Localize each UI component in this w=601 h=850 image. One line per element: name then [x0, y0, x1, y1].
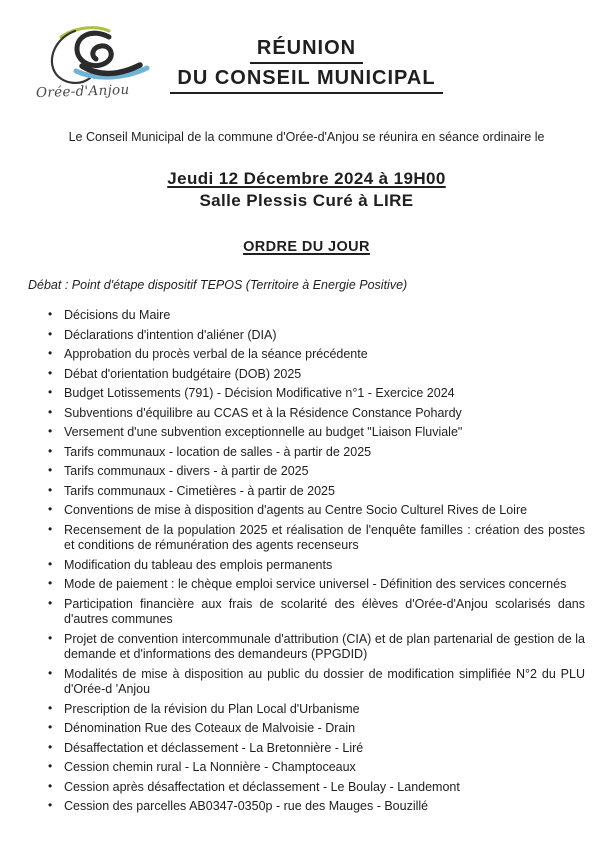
bullet-icon: • [48, 759, 53, 773]
bullet-icon: • [48, 665, 53, 680]
agenda-item-text: Subventions d'équilibre au CCAS et à la Résidence Constance Pohardy [64, 405, 462, 420]
bullet-icon: • [48, 720, 53, 734]
agenda-item-text: Désaffectation et déclassement - La Bretonnière - Liré [64, 740, 364, 755]
agenda-item [28, 780, 585, 796]
agenda-item [28, 347, 585, 363]
agenda-item [28, 577, 585, 593]
bullet-icon: • [48, 502, 53, 516]
agenda-item-text: Versement d'une subvention exceptionnelle au budget "Liaison Fluviale" [64, 425, 463, 439]
agenda-item [28, 702, 585, 718]
agenda-item-text: Déclarations d'intention d'aliéner (DIA) [64, 327, 277, 342]
agenda-item-text: Projet de convention intercommunale d'attribution (CIA) et de plan partenarial de gestion de la demande et d'informations des demandeurs (PPGDID) [64, 631, 585, 661]
bullet-icon: • [48, 630, 53, 645]
meeting-datetime: Jeudi 12 Décembre 2024 à 19H00 [167, 169, 446, 188]
agenda-item [28, 464, 585, 480]
agenda-item [28, 799, 585, 815]
agenda-item [28, 386, 585, 402]
bullet-icon: • [48, 739, 53, 754]
oree-anjou-swirl-icon [40, 24, 158, 86]
agenda-item [28, 503, 585, 519]
bullet-icon: • [48, 798, 53, 812]
agenda-item-text: Dénomination Rue des Coteaux de Malvoisie - Drain [64, 721, 356, 735]
agenda-heading-text: ORDRE DU JOUR [243, 239, 370, 255]
agenda-item-text: Cession chemin rural - La Nonnière - Champtoceaux [64, 760, 356, 774]
agenda-item-text: Tarifs communaux - Cimetières - à partir de 2025 [64, 483, 335, 498]
bullet-icon: • [48, 307, 53, 321]
agenda-item-text: Tarifs communaux - divers - à partir de 2025 [64, 464, 309, 478]
agenda-list [28, 308, 585, 815]
meeting-info [28, 168, 585, 212]
agenda-item-text: Cession des parcelles AB0347-0350p - rue des Mauges - Bouzillé [64, 799, 429, 813]
bullet-icon: • [48, 326, 53, 341]
agenda-item-text: Recensement de la population 2025 et réalisation de l'enquête familles : création des postes et conditions de rémunération des agents recenseurs [64, 522, 585, 552]
intro-sentence: Le Conseil Municipal de la commune d'Orée-d'Anjou se réunira en séance ordinaire le [68, 130, 545, 144]
bullet-icon: • [48, 700, 53, 715]
agenda-heading [28, 239, 585, 255]
agenda-item [28, 760, 585, 776]
agenda-item [28, 367, 585, 383]
title-line-1: RÉUNION [250, 34, 363, 64]
bullet-icon: • [48, 463, 53, 477]
bullet-icon: • [48, 778, 53, 793]
title-line-2: DU CONSEIL MUNICIPAL [170, 64, 442, 94]
bullet-icon: • [48, 443, 53, 458]
agenda-item [28, 721, 585, 737]
debate-note: Débat : Point d'étape dispositif TEPOS (Territoire à Energie Positive) [28, 278, 408, 292]
agenda-item-text: Décisions du Maire [64, 308, 171, 322]
agenda-item-text: Modification du tableau des emplois permanents [64, 557, 333, 572]
agenda-item [28, 484, 585, 500]
agenda-item-text: Modalités de mise à disposition au public du dossier de modification simplifiée N°2 du PLU d'Orée-d 'Anjou [64, 666, 585, 696]
agenda-item [28, 406, 585, 422]
logo-caption: Orée-d'Anjou [35, 81, 130, 102]
agenda-item [28, 425, 585, 441]
bullet-icon: • [48, 521, 53, 536]
bullet-icon: • [48, 404, 53, 419]
agenda-item-text: Approbation du procès verbal de la séance précédente [64, 347, 368, 361]
agenda-item [28, 597, 585, 628]
agenda-item-text: Prescription de la révision du Plan Local d'Urbanisme [64, 701, 360, 716]
agenda-item-text: Conventions de mise à disposition d'agents au Centre Socio Culturel Rives de Loire [64, 503, 528, 517]
bullet-icon: • [48, 595, 53, 610]
agenda-item-text: Tarifs communaux - location de salles - à partir de 2025 [64, 444, 372, 459]
agenda-item-text: Mode de paiement : le chèque emploi service universel - Définition des services concernés [64, 577, 567, 591]
agenda-item-text: Participation financière aux frais de scolarité des élèves d'Orée-d'Anjou scolarisés dans d'autres communes [64, 596, 585, 626]
agenda-item-text: Débat d'orientation budgétaire (DOB) 2025 [64, 366, 302, 381]
agenda-item [28, 667, 585, 698]
agenda-item [28, 741, 585, 757]
bullet-icon: • [48, 424, 53, 438]
bullet-icon: • [48, 385, 53, 399]
agenda-item [28, 558, 585, 574]
agenda-item [28, 523, 585, 554]
bullet-icon: • [48, 365, 53, 380]
bullet-icon: • [48, 556, 53, 571]
commune-logo [35, 24, 158, 102]
agenda-item [28, 308, 585, 324]
bullet-icon: • [48, 482, 53, 497]
agenda-item [28, 328, 585, 344]
agenda-item-text: Cession après désaffectation et déclassement - Le Boulay - Landemont [64, 779, 460, 794]
bullet-icon: • [48, 346, 53, 360]
agenda-item-text: Budget Lotissements (791) - Décision Modificative n°1 - Exercice 2024 [64, 386, 455, 400]
bullet-icon: • [48, 576, 53, 590]
meeting-location: Salle Plessis Curé à LIRE [199, 191, 414, 210]
agenda-item [28, 632, 585, 663]
agenda-item [28, 445, 585, 461]
